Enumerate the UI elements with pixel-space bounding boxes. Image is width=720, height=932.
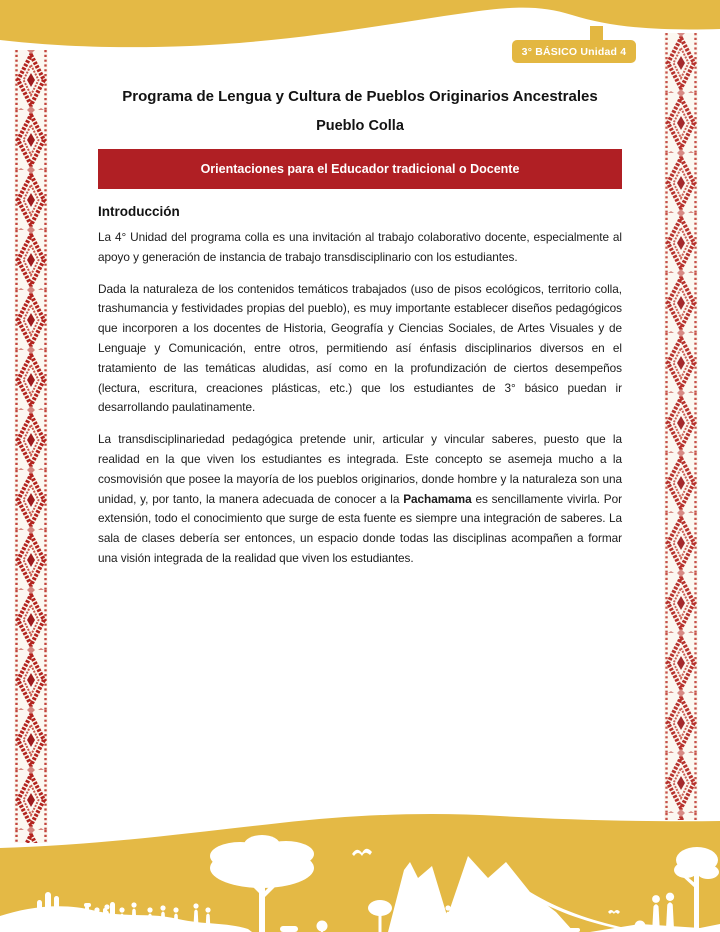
unit-badge-label: 3° BÁSICO Unidad 4 bbox=[521, 45, 627, 58]
person-icon bbox=[205, 907, 210, 932]
paragraph-2: Dada la naturaleza de los contenidos temáticos trabajados (uso de pisos ecológicos, territorio colla, trashumancia y festividades propias del pueblo), es muy importante establecer diseños pedagógicos que incorporen a los docentes de Historia, Geografía y Ciencias Sociales, de Artes Visuales y de Lenguaje y Comunicación, entre otros, permitiendo así énfasis disciplinarios diversos en el tratamiento de las temáticas aludidas, así como en la profundización de ciertos desempeños (lectura, escritura, creaciones plásticas, etc.) que los estudiantes de 3° básico puedan ir desarrollando paulatinamente. bbox=[98, 281, 622, 415]
paragraph-3-bold-term: Pachamama bbox=[403, 491, 472, 506]
person-icon bbox=[94, 907, 99, 932]
person-icon bbox=[467, 903, 472, 928]
paragraph-3 bbox=[98, 430, 622, 569]
paragraph-3-after: es sencillamente vivirla. Por extensión, todo el conocimiento que surge de esta fuente es siempre una integración de saberes. La sala de clases debería ser entonces, un espacio donde todas las disciplinas acompañen a formar una visión integrada de la realidad que viven los estudiantes. bbox=[98, 491, 622, 565]
page-title: Programa de Lengua y Cultura de Pueblos Originarios Ancestrales bbox=[122, 88, 598, 105]
person-icon bbox=[160, 905, 165, 930]
paragraph-1: La 4° Unidad del programa colla es una invitación al trabajo colaborativo docente, especialmente al apoyo y generación de instancia de trabajo transdisciplinario con los estudiantes. bbox=[98, 230, 622, 264]
left-textile-border-icon bbox=[14, 50, 48, 843]
person-icon bbox=[445, 905, 450, 930]
person-icon bbox=[147, 907, 152, 932]
person-icon bbox=[104, 904, 109, 929]
person-icon bbox=[193, 903, 198, 928]
paragraph-3-before: La transdisciplinariedad pedagógica pretende unir, articular y vincular saberes, puesto que la realidad en la que viven los estudiantes es integrada. Este concepto se asemeja mucho a la cosmovisión que posee la mayoría de los pueblos originarios, donde hombre y la naturaleza son una unidad, y, por tanto, la manera adecuada de conocer a la bbox=[98, 432, 622, 506]
right-textile-border-icon bbox=[664, 33, 698, 820]
orientation-banner bbox=[98, 149, 622, 189]
person-icon bbox=[456, 907, 461, 932]
footer-landscape-art-icon bbox=[0, 812, 720, 932]
person-icon bbox=[131, 902, 136, 927]
person-icon bbox=[173, 907, 178, 932]
document-content bbox=[98, 88, 622, 581]
unit-badge bbox=[512, 40, 636, 63]
section-heading: Introducción bbox=[98, 204, 180, 219]
person-icon bbox=[507, 907, 512, 932]
page-subtitle: Pueblo Colla bbox=[316, 118, 404, 134]
person-icon bbox=[119, 907, 124, 932]
orientation-banner-label: Orientaciones para el Educador tradicional o Docente bbox=[200, 162, 520, 176]
